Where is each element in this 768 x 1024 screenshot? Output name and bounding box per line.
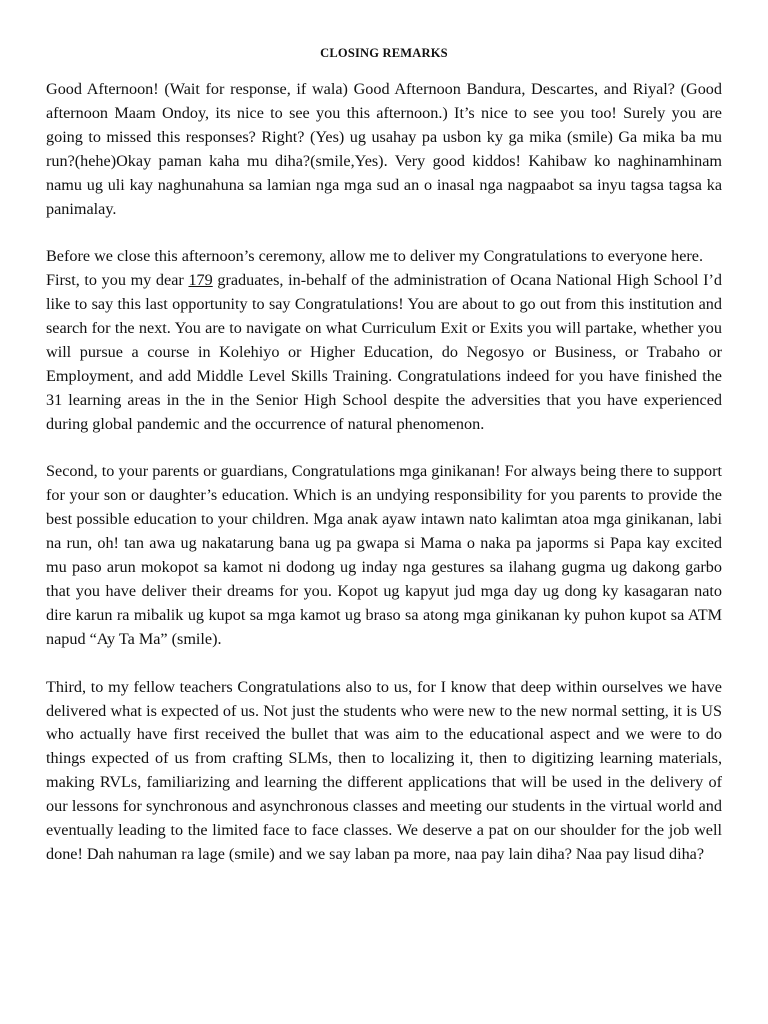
graduates-lead-text: First, to you my dear [46, 271, 189, 290]
graduates-count: 179 [188, 271, 213, 290]
intro-paragraph: Before we close this afternoon’s ceremony, allow me to deliver my Congratulations to everyone here. [46, 247, 704, 266]
document-page [46, 0, 722, 867]
teachers-paragraph: Third, to my fellow teachers Congratulations also to us, for I know that deep within ourselves we have delivered what is expected of us. Not just the students who were new to the new normal setting, it is US who actually have first received the bullet that was aim to the educational aspect and we were to do things expected of us from crafting SLMs, then to localizing it, then to digitizing learning materials, making RVLs, familiarizing and learning the different applications that will be used in the delivery of our lessons for synchronous and asynchronous classes and meeting our students in the virtual world and eventually leading to the limited face to face classes. We deserve a pat on our shoulder for the job well done! Dah nahuman ra lage (smile) and we say laban pa more, naa pay lain diha? Naa pay lisud diha? [46, 677, 722, 863]
graduates-paragraph [46, 269, 722, 436]
graduates-body-text: graduates, in-behalf of the administration of Ocana National High School I’d like to say this last opportunity to say Congratulations! You are about to go out from this institution and search for the next. You are to navigate on what Curriculum Exit or Exits you will partake, whether you will pursue a course in Kolehiyo or Higher Education, do Negosyo or Business, or Trabaho or Employment, and add Middle Level Skills Training. Congratulations indeed for you have finished the 31 learning areas in the in the Senior High School despite the adversities that you have experienced during global pandemic and the occurrence of natural phenomenon. [46, 271, 722, 433]
parents-paragraph: Second, to your parents or guardians, Congratulations mga ginikanan! For always being there to support for your son or daughter’s education. Which is an undying responsibility for you parents to provide the best possible education to your children. Mga anak ayaw intawn nato kalimtan atoa mga ginikanan, labi na run, oh! tan awa ug nakatarung bana ug pa gwapa si Mama o naka pa japorms si Papa kay excited mu paso arun mokopot sa kamot ni dodong ug inday nga gestures sa ilahang gugma ug dakong garbo that you have deliver their dreams for you. Kopot ug kapyut jud mga day ug dong ky kasagaran nato dire karun ra mibalik ug kupot sa mga kamot ug braso sa atong mga ginikanan ky puhon kupot sa ATM napud “Ay Ta Ma” (smile). [46, 462, 722, 648]
greeting-paragraph: Good Afternoon! (Wait for response, if wala) Good Afternoon Bandura, Descartes, and Riyal? (Good afternoon Maam Ondoy, its nice to see you this afternoon.) It’s nice to see you too! Surely you are going to missed this responses? Right? (Yes) ug usahay pa usbon ky ga mika (smile) Ga mika ba mu run?(hehe)Okay paman kaha mu diha?(smile,Yes). Very good kiddos! Kahibaw ko naghinamhinam namu ug uli kay naghunahuna sa lamian nga mga sud an o inasal nga nagpaabot sa inyu tagsa tagsa ka panimalay. [46, 80, 722, 218]
document-title: CLOSING REMARKS [320, 46, 448, 60]
